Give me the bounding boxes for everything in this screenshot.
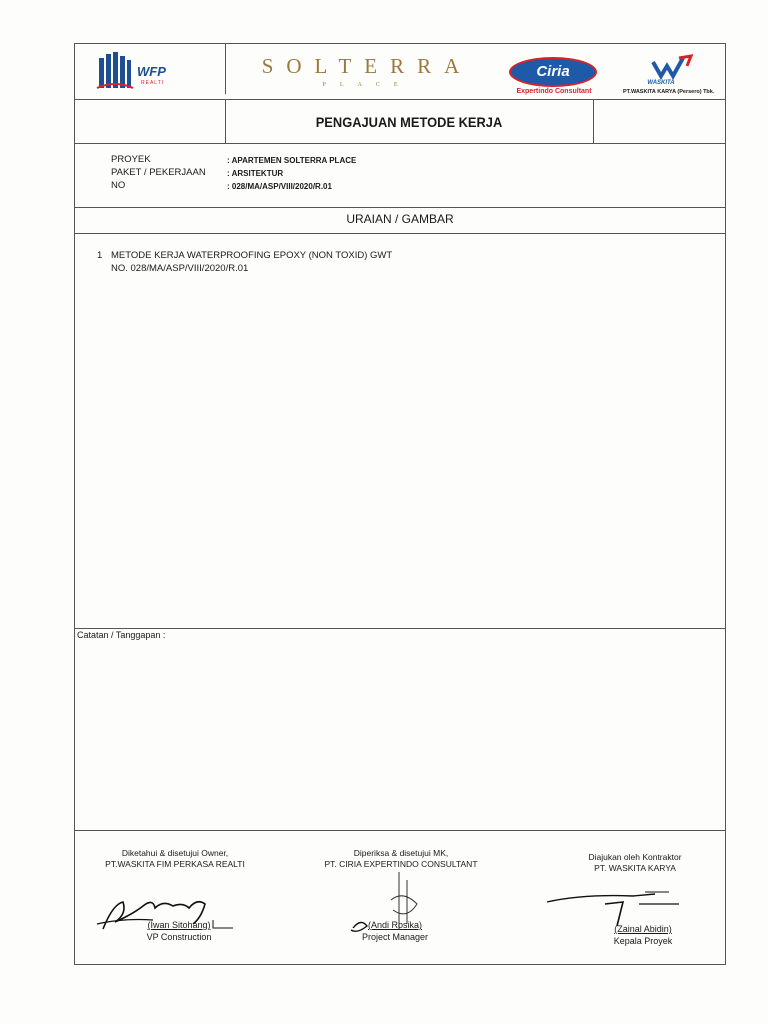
field-value-proyek: : APARTEMEN SOLTERRA PLACE [227,156,357,165]
sig-contractor-role: Kepala Proyek [613,936,673,946]
header-divider [225,44,226,94]
section-title-uraian: URAIAN / GAMBAR [346,212,454,226]
waskita-logo [649,54,699,80]
document-title: PENGAJUAN METODE KERJA [315,114,503,130]
sig-owner-name: (Iwan Sitohang) [147,920,211,930]
solterra-logo-sub: PLACE [322,82,412,88]
field-label-paket: PAKET / PEKERJAAN [111,167,206,178]
sig-mk-name: (Andi Rosika) [367,920,423,930]
sig-mk-role: Project Manager [361,932,429,942]
section-top-line [75,207,725,208]
ciria-logo: Ciria [509,57,597,87]
field-value-paket: : ARSITEKTUR [227,169,284,178]
title-left-divider [225,99,226,143]
notes-label: Catatan / Tanggapan : [77,630,166,640]
document-frame [74,43,726,965]
item-number: 1 [97,250,103,261]
title-right-divider [593,99,594,143]
item-line-1: METODE KERJA WATERPROOFING EPOXY (NON TOXID) GWT [111,250,393,261]
item-line-2: NO. 028/MA/ASP/VIII/2020/R.01 [111,263,249,274]
waskita-logo-text: WASKITA [647,80,675,86]
wfp-logo-text: WFP [137,64,166,79]
sig-owner-role: VP Construction [146,932,212,942]
header-bottom-line [75,99,725,100]
field-label-proyek: PROYEK [111,154,151,165]
wfp-logo-sub: REALTI [141,80,165,86]
sig-contractor-name: (Zainal Abidin) [614,924,672,934]
notes-top-line [75,628,725,629]
title-bottom-line [75,143,725,144]
field-value-no: : 028/MA/ASP/VIII/2020/R.01 [227,182,332,191]
sig-contractor-heading-2: PT. WASKITA KARYA [594,863,676,873]
ciria-logo-sub: Expertindo Consultant [516,88,592,95]
sig-owner-heading-1: Diketahui & disetujui Owner, [121,848,229,858]
sig-contractor-heading-1: Diajukan oleh Kontraktor [588,852,682,862]
notes-bottom-line [75,830,725,831]
sig-mk-heading-1: Diperiksa & disetujui MK, [353,848,449,858]
section-bottom-line [75,233,725,234]
sig-owner-heading-2: PT.WASKITA FIM PERKASA REALTI [105,859,245,869]
field-label-no: NO [111,180,126,191]
solterra-logo-title: SOLTERRA [261,54,473,78]
sig-mk-heading-2: PT. CIRIA EXPERTINDO CONSULTANT [324,859,478,869]
waskita-full-name: PT.WASKITA KARYA (Persero) Tbk. [623,89,715,95]
